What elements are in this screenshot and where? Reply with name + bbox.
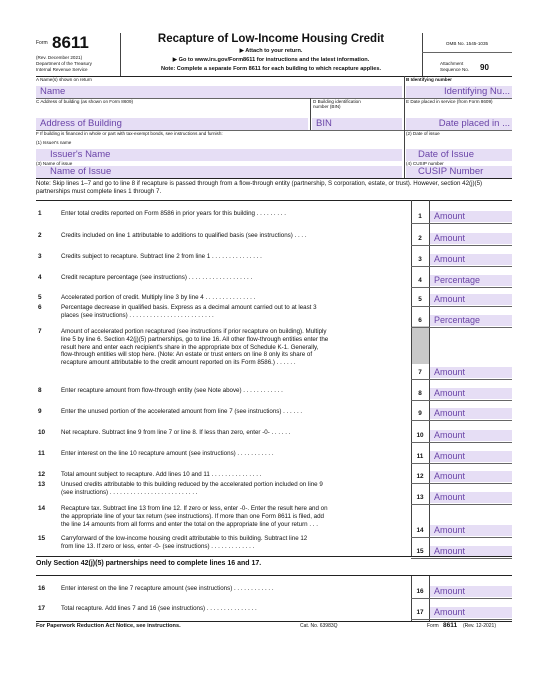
sequence-label: Sequence No. [440,67,470,72]
line-13-number: 13 [38,481,46,488]
line-7-description: result here and enter each recipient's share in the appropriate box of Schedule K-1. Generally, [61,343,319,351]
line-10-amount-field[interactable]: Amount [430,430,512,441]
line-6-rule [411,327,512,328]
line-15-box-number: 15 [416,548,424,555]
line-15-rule [411,558,512,559]
line-8-number: 8 [38,387,42,394]
line-4-description: Credit recapture percentage (see instructions) . . . . . . . . . . . . . . . . . . . [61,274,253,281]
line-10-number: 10 [38,429,46,436]
line-4-number: 4 [38,274,42,281]
line-9-description: Enter the unused portion of the accelerated amount from line 7 (see instructions) . . . . . . [61,408,303,415]
line-1-number: 1 [38,210,42,217]
dept-name: Department of the Treasury [36,61,92,66]
line-14-rule [411,537,512,538]
line-16-description: Enter interest on the line 7 recapture amount (see instructions) . . . . . . . . . . . . [61,585,274,592]
line-2-number: 2 [38,232,42,239]
identifying-number-field[interactable]: Identifying Nu... [406,86,512,98]
rev-date: (Rev. December 2021) [36,55,83,60]
line-6-description: places (see instructions) . . . . . . . . . . . . . . . . . . . . . . . . . [61,311,214,319]
line-14-box-number: 14 [416,527,424,534]
line-9-amount-field[interactable]: Amount [430,408,512,419]
line-16-rule [411,598,512,599]
line-4-amount-field[interactable]: Percentage [430,275,512,286]
line-15-amount-field[interactable]: Amount [430,546,512,557]
line-13-rule [411,504,512,505]
footer-form-number: 8611 [443,622,458,629]
line7-shaded-area [412,326,429,364]
line-17-amount-field[interactable]: Amount [430,607,512,618]
line-16-box-number: 16 [416,588,424,595]
line-3-rule [411,266,512,267]
date-placed-field[interactable]: Date placed in ... [406,118,512,130]
issue-name-field[interactable]: Name of Issue [36,166,402,178]
line-12-rule [411,483,512,484]
date-of-issue-field[interactable]: Date of Issue [406,149,512,161]
line-9-rule [411,420,512,421]
line-6-box-number: 6 [418,317,422,324]
line-2-description: Credits included on line 1 attributable to additions to qualified basis (see instructions) . . . . [61,232,307,239]
line-17-box-number: 17 [416,609,424,616]
line-3-amount-field[interactable]: Amount [430,254,512,265]
line-4-rule [411,287,512,288]
line-12-box-number: 12 [416,473,424,480]
line-11-amount-field[interactable]: Amount [430,451,512,462]
field-d-label: D Building identification number (BIN) [313,99,361,109]
line-7-description: recapture amount attributable to the credit amount reported on its Form 8586.) . . . . . . [61,359,296,367]
line-14-description: the appropriate line of your tax return (see instructions). If more than one Form 8611 is filed, add [61,512,324,520]
line-13-box-number: 13 [416,494,424,501]
cat-number: Cat. No. 63983Q [300,623,338,629]
line-4-box-number: 4 [418,277,422,284]
line-11-box-number: 11 [416,453,424,460]
line-5-box-number: 5 [418,296,422,303]
line-11-description: Enter interest on the line 10 recapture amount (see instructions) . . . . . . . . . . . [61,450,274,457]
field-f1-label: (1) Issuer's name [36,140,72,145]
line-5-number: 5 [38,294,42,301]
line-9-number: 9 [38,408,42,415]
line-1-box-number: 1 [418,213,422,220]
field-b-label: B Identifying number [406,77,452,82]
field-c-label: C Address of building (as shown on Form 8609) [36,99,134,104]
line-8-amount-field[interactable]: Amount [430,388,512,399]
line-12-description: Total amount subject to recapture. Add lines 10 and 11 . . . . . . . . . . . . . . . [61,471,262,478]
line-16-number: 16 [38,585,46,592]
line-15-number: 15 [38,535,46,542]
header-note: Note: Complete a separate Form 8611 for each building to which recapture applies. [160,66,382,72]
line-17-number: 17 [38,605,46,612]
field-e-label: E Date placed in service (from Form 8609) [406,99,493,104]
footer-form-label: Form [427,623,439,629]
line-7-number: 7 [38,328,42,335]
field-f4-label: (4) CUSIP number [406,161,444,166]
line-6-amount-field[interactable]: Percentage [430,315,512,326]
goto-instruction: ▶ Go to www.irs.gov/Form8611 for instructions and the latest information. [172,57,370,63]
line-16-amount-field[interactable]: Amount [430,586,512,597]
skip-note: Note: Skip lines 1–7 and go to line 8 if recapture is passed through from a flow-through entity (partnership, S corporation, estate, or trust). However, section 42(j)(5) partnerships must complete lines 1 through 7. [36,180,483,195]
line-17-rule [411,619,512,620]
line-7-amount-field[interactable]: Amount [430,367,512,378]
line-5-amount-field[interactable]: Amount [430,294,512,305]
bin-field[interactable]: BIN [312,118,402,130]
building-address-field[interactable]: Address of Building [36,118,308,130]
line-6-number: 6 [38,304,42,311]
form-title: Recapture of Low-Income Housing Credit [157,33,385,45]
line-8-description: Enter recapture amount from flow-through entity (see Note above) . . . . . . . . . . . . [61,387,283,394]
form-number: 8611 [52,33,89,52]
line-10-description: Net recapture. Subtract line 9 from line 7 or line 8. If less than zero, enter -0- . . . . . . [61,429,291,436]
line-14-description: the line 14 amounts from all forms and enter the total on the appropriate line of your return . . . [61,520,318,528]
sequence-number: 90 [480,63,489,72]
line-10-box-number: 10 [416,432,424,439]
line-2-rule [411,245,512,246]
line-8-rule [411,400,512,401]
issuer-name-field[interactable]: Issuer's Name [36,149,402,161]
line-1-rule [411,223,512,224]
line-11-rule [411,463,512,464]
field-a-label: A Name(s) shown on return [36,77,92,82]
line-15-description: from line 13. If zero or less, enter -0- (see instructions) . . . . . . . . . . . . . [61,542,255,550]
line-9-box-number: 9 [418,410,422,417]
line-7-description: Amount of accelerated portion recaptured (see instructions if prior recapture on building). Multiply [61,328,327,335]
line-5-description: Accelerated portion of credit. Multiply line 3 by line 4 . . . . . . . . . . . . . . . [61,294,256,301]
line-1-amount-field[interactable]: Amount [430,211,512,222]
line-17-description: Total recapture. Add lines 7 and 16 (see instructions) . . . . . . . . . . . . . . . [61,605,257,612]
line-5-rule [411,306,512,307]
line-7-rule [411,379,512,380]
footer-rev: (Rev. 12-2021) [463,623,496,629]
omb-number: OMB No. 1545-1035 [445,41,489,46]
line-14-number: 14 [38,505,46,512]
line-14-description: Recapture tax. Subtract line 13 from line 12. If zero or less, enter -0-. Enter the result here and on [61,505,328,512]
name-field[interactable]: Name [36,86,402,98]
line-14-amount-field[interactable]: Amount [430,525,512,536]
line-3-box-number: 3 [418,256,422,263]
line-8-box-number: 8 [418,390,422,397]
line-7-description: flow-through entities will stop here. (Note: An estate or trust enters on line 8 only its share of [61,351,313,359]
attachment-label: Attachment [440,61,464,66]
line-7-box-number: 7 [418,369,422,376]
line-13-description: (see instructions) . . . . . . . . . . . . . . . . . . . . . . . . . . [61,488,198,496]
line-3-number: 3 [38,253,42,260]
cusip-number-field[interactable]: CUSIP Number [406,166,512,178]
line-2-amount-field[interactable]: Amount [430,233,512,244]
line-13-amount-field[interactable]: Amount [430,492,512,503]
section-heading: Only Section 42(j)(5) partnerships need to complete lines 16 and 17. [36,560,262,567]
line-7-description: line 5 by line 6. Section 42(j)(5) partnerships, go to line 16. All other flow-through entities enter the [61,335,329,343]
line-10-rule [411,442,512,443]
line-11-number: 11 [38,450,45,457]
irs-name: Internal Revenue Service [36,67,88,72]
form-label: Form [36,40,48,46]
field-f3-label: (3) Name of issue [36,161,73,166]
line-2-box-number: 2 [418,235,422,242]
line-1-description: Enter total credits reported on Form 8586 in prior years for this building . . . . . . . . . [61,210,286,217]
attach-instruction: ▶ Attach to your return. [239,48,303,54]
line-12-number: 12 [38,471,46,478]
paperwork-notice: For Paperwork Reduction Act Notice, see instructions. [36,623,181,629]
line-13-description: Unused credits attributable to this building reduced by the accelerated portion included on line 9 [61,481,323,488]
field-f2-label: (2) Date of issue [406,131,440,136]
line-15-description: Carryforward of the low-income housing credit attributable to this building. Subtract line 12 [61,535,308,542]
line-6-description: Percentage decrease in qualified basis. Express as a decimal amount carried out to at least 3 [61,304,317,311]
line-3-description: Credits subject to recapture. Subtract line 2 from line 1 . . . . . . . . . . . . . . . [61,253,262,260]
field-f-label: F If building is financed in whole or part with tax-exempt bonds, see instructions and furnish: [36,131,223,136]
line-12-amount-field[interactable]: Amount [430,471,512,482]
